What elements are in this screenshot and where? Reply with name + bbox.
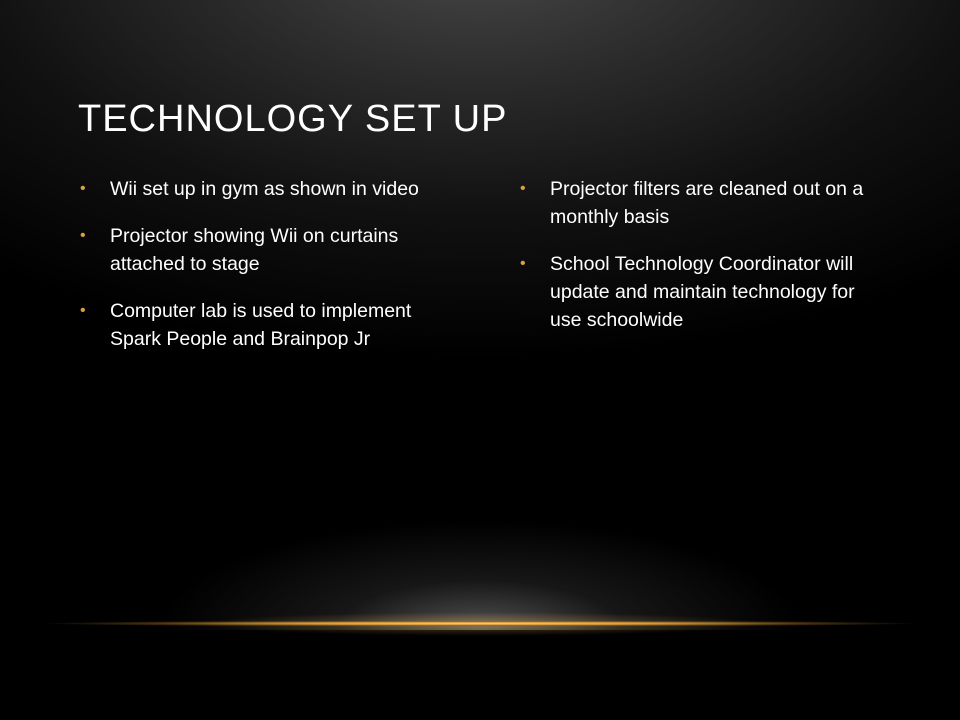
bullet-icon: •: [520, 255, 526, 272]
list-item-text: School Technology Coordinator will update and maintain technology for use schoolwide: [550, 253, 855, 331]
list-item: [80, 175, 425, 203]
list-item: [520, 175, 865, 231]
bullet-icon: •: [80, 302, 86, 319]
list-item-text: Projector filters are cleaned out on a monthly basis: [550, 178, 864, 228]
bullet-icon: •: [520, 180, 526, 197]
list-item-text: Projector showing Wii on curtains attached to stage: [110, 225, 399, 275]
list-item: [80, 222, 425, 278]
right-bullet-list: [520, 175, 865, 353]
list-item: [80, 297, 425, 353]
bullet-icon: •: [80, 227, 86, 244]
list-item: [520, 250, 865, 334]
left-bullet-list: [80, 175, 425, 372]
gold-line-decoration: [40, 621, 920, 626]
bullet-icon: •: [80, 180, 86, 197]
slide-title: TECHNOLOGY SET UP: [78, 98, 508, 140]
list-item-text: Computer lab is used to implement Spark People and Brainpop Jr: [110, 300, 412, 350]
list-item-text: Wii set up in gym as shown in video: [110, 178, 419, 200]
